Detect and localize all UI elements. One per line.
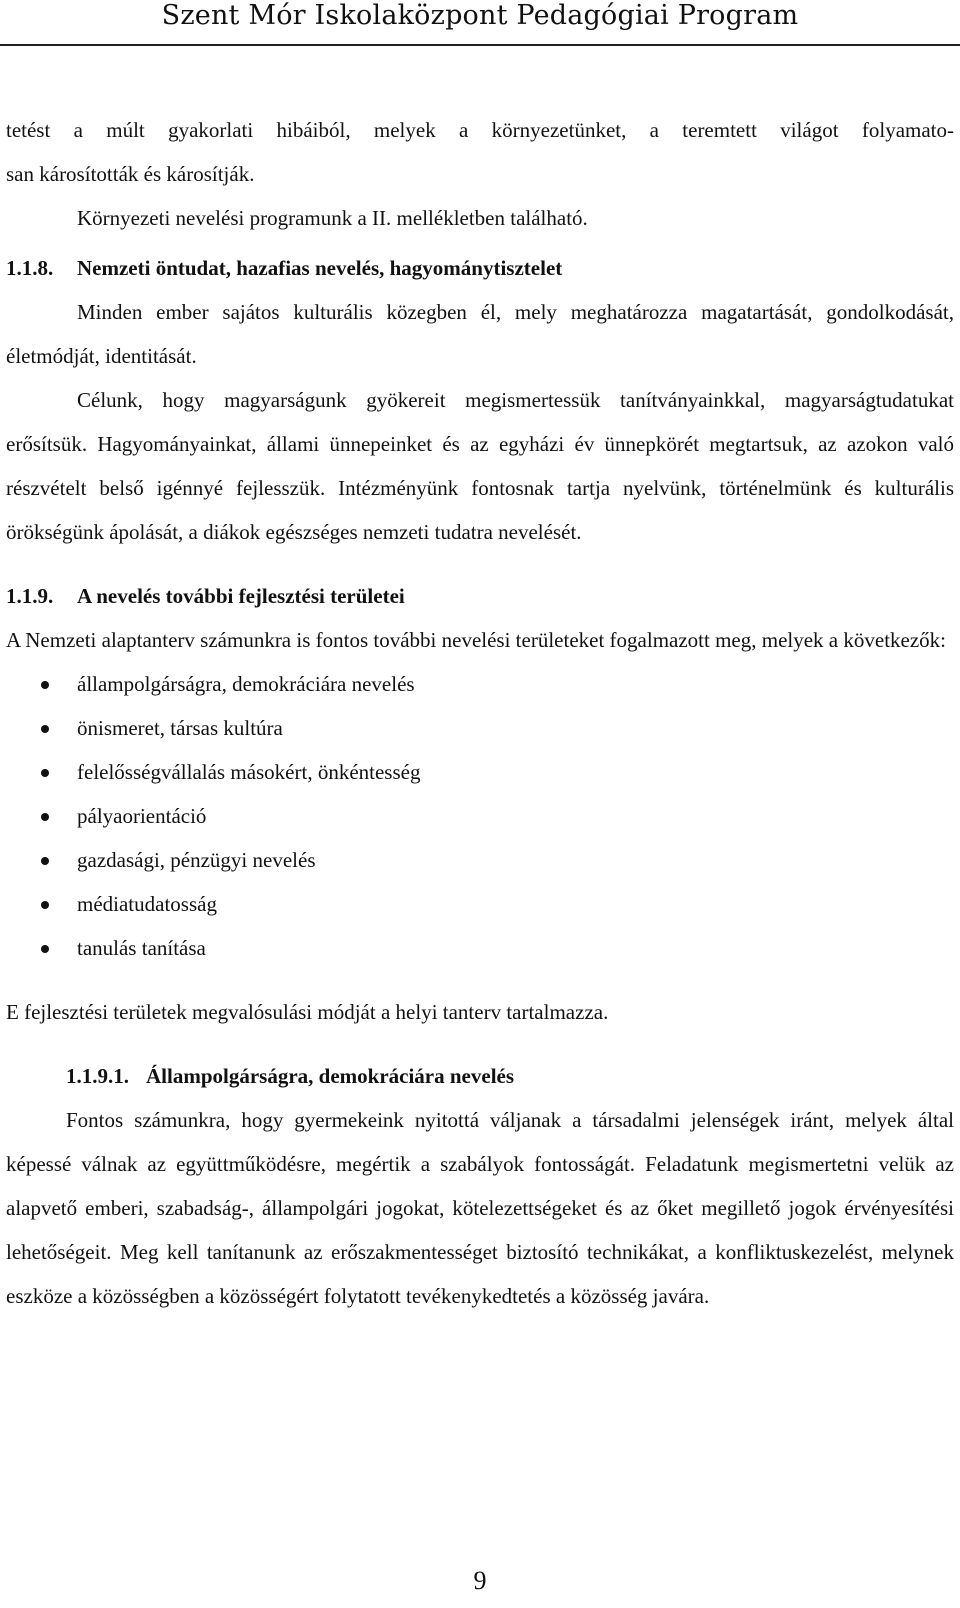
paragraph-citizenship: Fontos számunkra, hogy gyermekeink nyitottá váljanak a társadalmi jelenségek iránt, melyek által képessé válnak az együttműködésre, megértik a szabályok fontosságát. Feladatunk megismertetni velük az alapvető emberi, szabadság-, állampolgári jogokat, kötelezettségeket és az őket megillető jogok érvényesítési lehetőségeit. Meg kell tanítanunk az erőszakmentességet biztosító technikákat, a konfliktuskezelést, melynek eszköze a közösségben a közösségért folytatott tevékenykedtetés a közösség javára. (6, 1108, 954, 1308)
page-number: 9 (473, 1566, 487, 1595)
bullet-icon (41, 681, 49, 689)
header-divider (0, 44, 960, 46)
list-item: önismeret, társas kultúra (6, 706, 954, 750)
section-title: A nevelés további fejlesztési területei (77, 584, 405, 608)
appendix-note: Környezeti nevelési programunk a II. mellékletben található. (77, 206, 588, 230)
paragraph-closing: E fejlesztési területek megvalósulási módját a helyi tanterv tartalmazza. (6, 1000, 609, 1024)
section-number: 1.1.9.1. (66, 1064, 129, 1088)
paragraph-culture: Minden ember sajátos kulturális közegben él, mely meghatározza magatartását, gondolkodását, életmódját, identitását. (6, 300, 954, 368)
list-item: gazdasági, pénzügyi nevelés (6, 838, 954, 882)
bullet-icon (41, 813, 49, 821)
list-item: médiatudatosság (6, 882, 954, 926)
list-item: pályaorientáció (6, 794, 954, 838)
continuation-line-1: tetést a múlt gyakorlati hibáiból, melyek a környezetünket, a teremtett világot folyamato- (6, 118, 954, 142)
list-item: állampolgárságra, demokráciára nevelés (6, 662, 954, 706)
paragraph-goals: Célunk, hogy magyarságunk gyökereit megismertessük tanítványainkkal, magyarságtudatukat erősítsük. Hagyományainkat, állami ünnepeinket és az egyházi év ünnepkörét megtartsuk, az azokon való részvételt belső igénnyé fejlesszük. Intézményünk fontosnak tartja nyelvünk, történelmünk és kulturális örökségünk ápolását, a diákok egészséges nemzeti tudatra nevelését. (6, 388, 954, 544)
section-heading-1-1-9-1 (6, 1054, 954, 1098)
section-heading-1-1-8 (6, 246, 954, 290)
bullet-icon (41, 901, 49, 909)
document-body (6, 108, 954, 1318)
bullet-icon (41, 725, 49, 733)
paragraph-intro: A Nemzeti alaptanterv számunkra is fontos további nevelési területeket fogalmazott meg, melyek a következők: (6, 628, 947, 652)
development-areas-list (6, 662, 954, 970)
page-header: Szent Mór Iskolaközpont Pedagógiai Program (161, 0, 799, 31)
bullet-icon (41, 945, 49, 953)
bullet-icon (41, 857, 49, 865)
section-title: Állampolgárságra, demokráciára nevelés (146, 1064, 515, 1088)
section-number: 1.1.9. (6, 584, 54, 608)
section-heading-1-1-9 (6, 574, 954, 618)
section-title: Nemzeti öntudat, hazafias nevelés, hagyománytisztelet (77, 256, 563, 280)
section-number: 1.1.8. (6, 256, 54, 280)
bullet-icon (41, 769, 49, 777)
list-item: felelősségvállalás másokért, önkéntesség (6, 750, 954, 794)
list-item: tanulás tanítása (6, 926, 954, 970)
continuation-line-2: san károsították és károsítják. (6, 162, 255, 186)
